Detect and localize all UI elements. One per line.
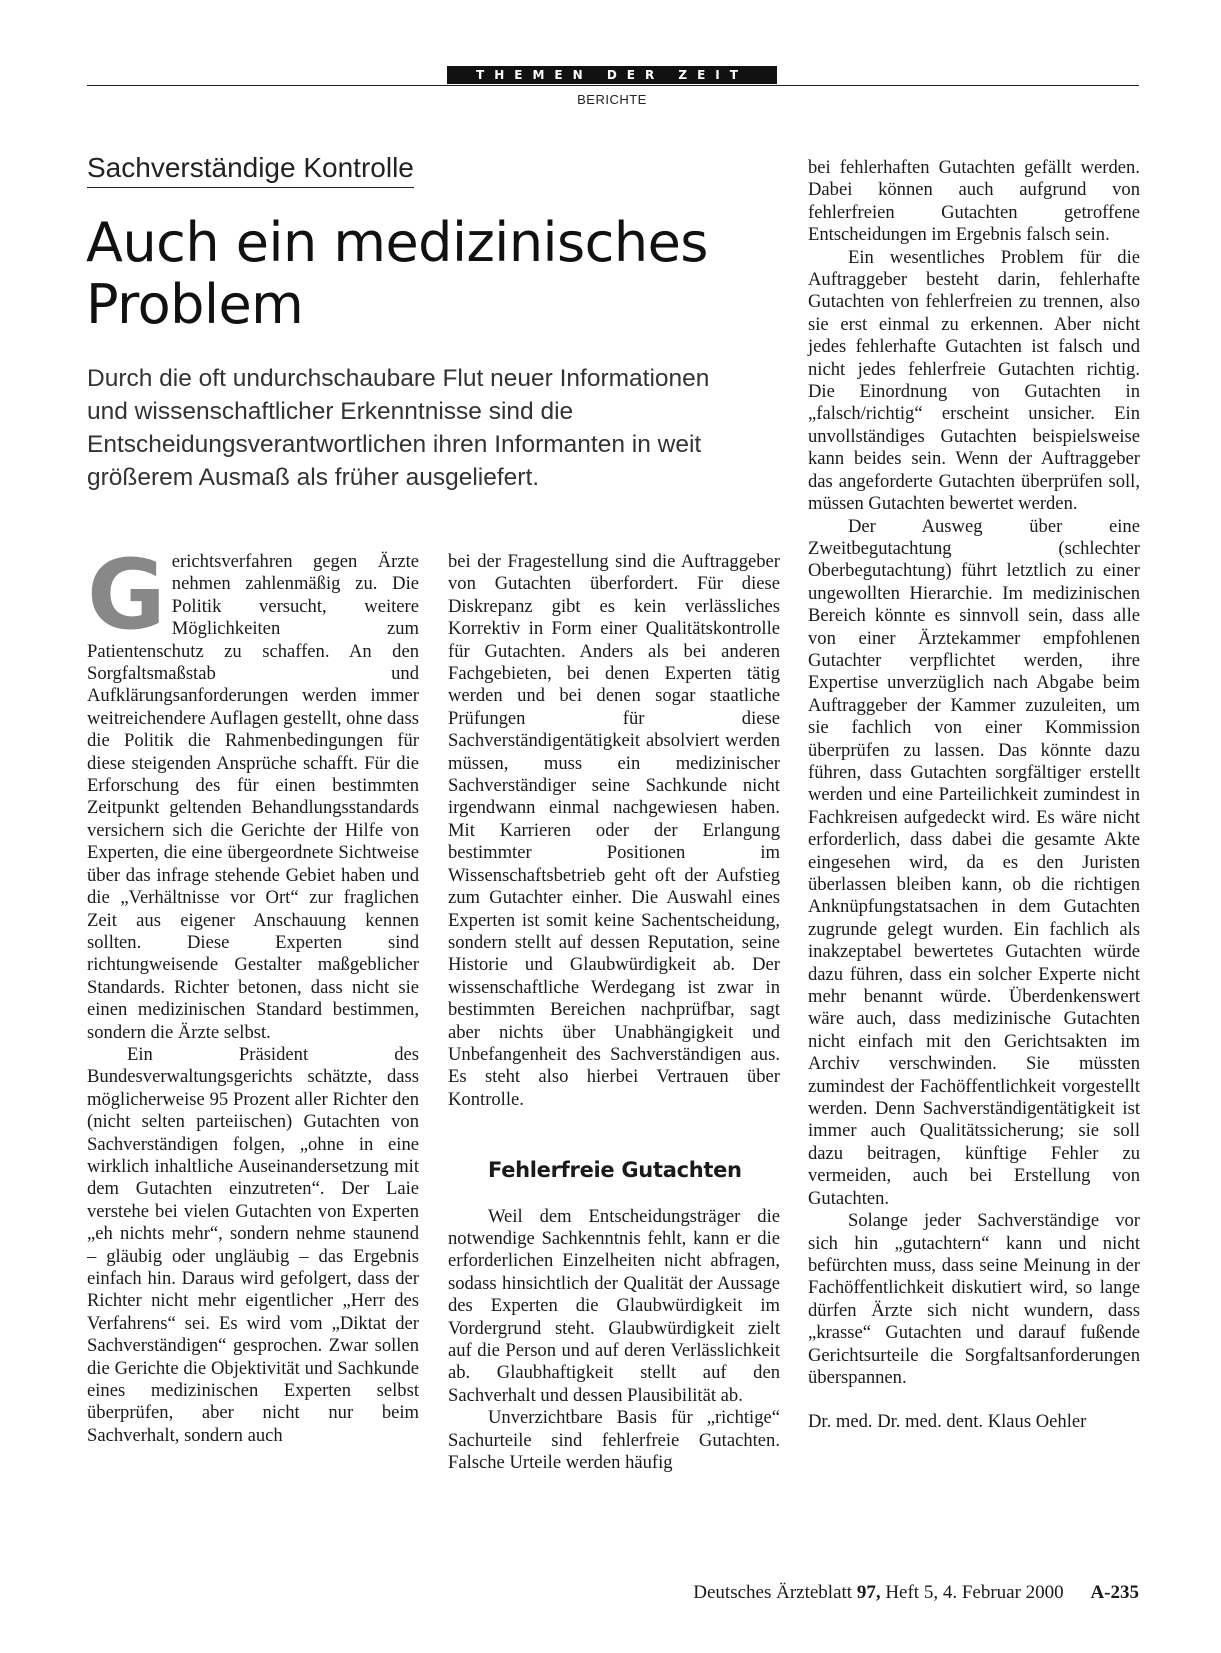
- article-title: Auch ein medizinisches Problem: [86, 211, 708, 336]
- author-name: Dr. med. Dr. med. dent. Klaus Oehler: [808, 1411, 1087, 1433]
- journal-volume: 97,: [856, 1582, 881, 1603]
- section-banner: THEMEN DER ZEIT: [447, 66, 777, 84]
- subheading: Fehlerfreie Gutachten: [488, 1158, 742, 1183]
- paragraph: Unverzichtbare Basis für „richtige“ Sachurteile sind fehlerfreie Gutachten. Falsche Urteile werden häufig: [448, 1407, 780, 1474]
- journal-name: Deutsches Ärzteblatt: [693, 1582, 853, 1603]
- paragraph: bei fehlerhaften Gutachten gefällt werden. Dabei können auch aufgrund von fehlerfreien Gutachten getroffene Entscheidungen im Ergebnis falsch sein.: [808, 157, 1140, 246]
- text-column-1: [87, 539, 419, 1447]
- paragraph: Solange jeder Sachverständige vor sich hin „gutachtern“ kann und nicht befürchten muss, dass seine Meinung in der Fachöffentlichkeit diskutiert wird, so lange dürfen Ärzte sich nicht wundern, dass „krasse“ Gutachten und darauf fußende Gerichtsurteile die Sorgfaltsanforderungen überspannen.: [808, 1210, 1140, 1388]
- paragraph: bei der Fragestellung sind die Auftraggeber von Gutachten überfordert. Für diese Diskrepanz gibt es kein verlässliches Korrektiv in Form einer Qualitätskontrolle für Gutachten. Anders als bei anderen Fachgebieten, bei denen Experten tätig werden und bei denen sogar staatliche Prüfungen für diese Sachverständigentätigkeit absolviert werden müssen, muss ein medizinischer Sachverständiger seine Sachkunde nicht irgendwann einmal nachgewiesen haben. Mit Karrieren oder der Erlangung bestimmter Positionen im Wissenschaftsbetrieb geht oft der Aufstieg zum Gutachter einher. Die Auswahl eines Experten ist somit keine Sachentscheidung, sondern stellt auf dessen Reputation, seine Historie und Glaubwürdigkeit ab. Der wissenschaftliche Werdegang ist zwar in bestimmten Bereichen nachprüfbar, sagt aber nichts über Unabhängigkeit und Unbefangenheit des Sachverständigen aus. Es steht also hierbei Vertrauen über Kontrolle.: [448, 551, 780, 1110]
- article-lead: Durch die oft undurchschaubare Flut neuer Informationen und wissenschaftlicher Erkenntnisse sind die Entscheidungsverantwortlichen ihren Informanten in weit größerem Ausmaß als früher ausgeliefert.: [87, 365, 710, 491]
- paragraph: Der Ausweg über eine Zweitbegutachtung (schlechter Oberbegutachtung) führt letztlich zu einer ungewollten Hierarchie. Im medizinischen Bereich könnte es sinnvoll sein, dass alle von einer Ärztekammer empfohlenen Gutachter verpflichtet werden, ihre Expertise unverzüglich nach Abgabe beim Auftraggeber der Kammer zuzuleiten, um sie fachlich von einer Kommission überprüfen zu lassen. Das könnte dazu führen, dass Gutachten sorgfältiger erstellt werden und eine Parteilichkeit zumindest in Fachkreisen aufgedeckt wird. Es wäre nicht erforderlich, dass dabei die gesamte Akte eingesehen wird, da es den Juristen überlassen bleiben kann, ob die richtigen Anknüpfungstatsachen in dem Gutachten zugrunde gelegt wurden. Ein fachlich als inakzeptabel bewertetes Gutachten würde dazu führen, dass ein solcher Experte nicht mehr benannt würde. Überdenkenswert wäre auch, dass medizinische Gutachten nicht einfach mit den Gerichtsakten im Archiv verschwinden. Sie müssten zumindest der Fachöffentlichkeit vorgestellt werden. Denn Sachverständigentätigkeit ist immer auch Qualitätssicherung; sie soll dazu beitragen, künftige Fehler zu vermeiden, auch bei Erstellung von Gutachten.: [808, 515, 1140, 1209]
- article-kicker: Sachverständige Kontrolle: [87, 152, 414, 188]
- page-number: A-235: [1090, 1582, 1139, 1603]
- drop-cap: G: [87, 539, 166, 651]
- issue-date: Heft 5, 4. Februar 2000: [885, 1582, 1064, 1603]
- paragraph: Ein Präsident des Bundesverwaltungsgerichts schätzte, dass möglicherweise 95 Prozent aller Richter den (nicht selten parteiischen) Gutachten von Sachverständigen folgen, „ohne in eine wirklich inhaltliche Auseinandersetzung mit dem Gutachten einzutreten“. Der Laie verstehe bei vielen Gutachten von Experten „eh nichts mehr“, sondern nehme staunend – gläubig oder ungläubig – das Ergebnis einfach hin. Daraus wird gefolgert, dass der Richter nicht mehr eigentlicher „Herr des Verfahrens“ sei. Es wird vom „Diktat der Sachverständigen“ gesprochen. Zwar sollen die Gerichte die Objektivität und Sachkunde eines medizinischen Experten selbst überprüfen, aber nicht nur beim Sachverhalt, sondern auch: [87, 1043, 419, 1446]
- paragraph-text: erichtsverfahren gegen Ärzte nehmen zahlenmäßig zu. Die Politik versucht, weitere Möglichkeiten zum Patientenschutz zu schaffen. An den Sorgfaltsmaßstab und Aufklärungsanforderungen werden immer weitreichendere Auflagen gestellt, ohne dass die Politik die Rahmenbedingungen für diese steigenden Ansprüche schafft. Für die Erforschung des für einen bestimmten Zeitpunkt geltenden Behandlungsstandards versichern sich die Gerichte der Hilfe von Experten, die eine übergeordnete Sichtweise über das infrage stehende Gebiet haben und die „Verhältnisse vor Ort“ zur fraglichen Zeit aus eigener Anschauung kennen sollten. Diese Experten sind richtungweisende Gestalter maßgeblicher Standards. Richter betonen, dass nicht sie einen medizinischen Standard bestimmen, sondern die Ärzte selbst.: [87, 551, 419, 1043]
- page-footer: [600, 1582, 1139, 1604]
- text-column-2: [448, 551, 780, 1474]
- header-rule: [87, 85, 1139, 86]
- paragraph: Ein wesentliches Problem für die Auftraggeber besteht darin, fehlerhafte Gutachten von fehlerfreien zu trennen, also sie erst einmal zu erkennen. Aber nicht jedes fehlerhafte Gutachten ist falsch und nicht jedes fehlerfreie Gutachten richtig. Die Einordnung von Gutachten in „falsch/richtig“ erscheint unsicher. Ein unvollständiges Gutachten beispielsweise kann beides sein. Wenn der Auftraggeber das angeforderte Gutachten überprüfen soll, müssen Gutachten bewertet werden.: [808, 246, 1140, 515]
- paragraph: Weil dem Entscheidungsträger die notwendige Sachkenntnis fehlt, kann er die erforderlichen Einzelheiten nicht abfragen, sodass hinsichtlich der Qualität der Aussage des Experten die Glaubwürdigkeit im Vordergrund steht. Glaubwürdigkeit zielt auf die Person und auf deren Verlässlichkeit ab. Glaubhaftigkeit stellt auf den Sachverhalt und dessen Plausibilität ab.: [448, 1205, 780, 1406]
- text-column-3: [808, 157, 1140, 1434]
- paragraph: [87, 539, 419, 1044]
- section-subtitle: BERICHTE: [577, 92, 647, 107]
